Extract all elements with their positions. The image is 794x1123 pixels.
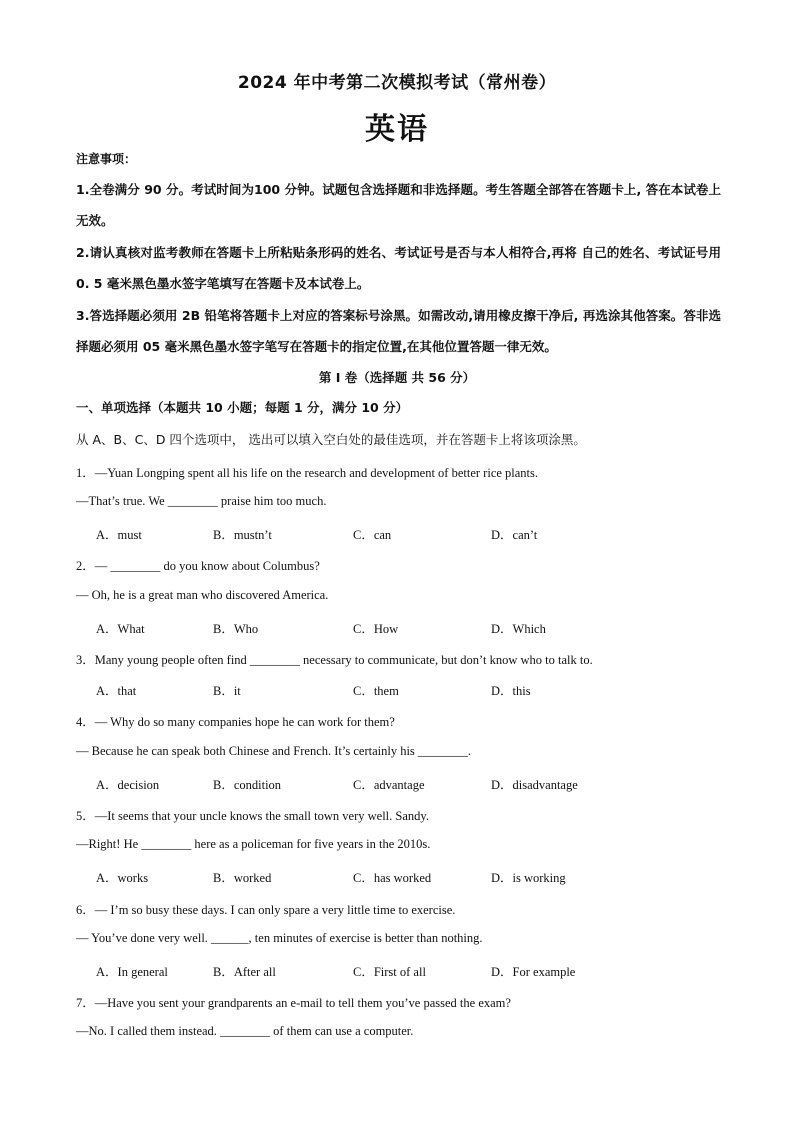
part-heading: 一、单项选择（本题共 10 小题；每题 1 分，满分 10 分） <box>76 400 409 415</box>
question-3-option-c[interactable]: C．them <box>353 684 399 698</box>
exam-title: 2024 年中考第二次模拟考试（常州卷） <box>237 73 557 93</box>
subject-title: 英语 <box>365 112 429 147</box>
question-5-option-b[interactable]: B．worked <box>213 871 272 885</box>
question-3-line-1: 3．Many young people often find ________ necessary to communicate, but don’t know who to talk to. <box>76 653 593 667</box>
question-4-line-2: — Because he can speak both Chinese and French. It’s certainly his ________. <box>76 744 472 758</box>
question-4-option-a[interactable]: A．decision <box>96 778 160 792</box>
question-4-option-c[interactable]: C．advantage <box>353 778 425 792</box>
question-3-option-b[interactable]: B．it <box>213 684 241 698</box>
notice-item-3: 3.答选择题必须用 2B 铅笔将答题卡上对应的答案标号涂黑。如需改动,请用橡皮擦干净后, 再选涂其他答案。答非选择题必须用 05 毫米黑色墨水签字笔写在答题卡的指定位置,在其他位置答题一律无效。 <box>76 308 721 354</box>
question-3-option-d[interactable]: D．this <box>491 684 531 698</box>
question-7-line-1: 7．—Have you sent your grandparents an e-mail to tell them you’ve passed the exam? <box>76 996 511 1010</box>
question-1-option-b[interactable]: B．mustn’t <box>213 528 272 542</box>
question-6-option-d[interactable]: D．For example <box>491 965 576 979</box>
instructions: 从 A、B、C、D 四个选项中， 选出可以填入空白处的最佳选项，并在答题卡上将该项涂黑。 <box>76 432 586 447</box>
question-2-option-d[interactable]: D．Which <box>491 622 546 636</box>
question-6-line-2: — You’ve done very well. ______, ten minutes of exercise is better than nothing. <box>76 931 483 945</box>
question-2-option-a[interactable]: A．What <box>96 622 145 636</box>
question-2-option-c[interactable]: C．How <box>353 622 399 636</box>
question-6-option-c[interactable]: C．First of all <box>353 965 426 979</box>
question-5-option-a[interactable]: A．works <box>96 871 149 885</box>
question-7-line-2: —No. I called them instead. ________ of them can use a computer. <box>76 1024 414 1038</box>
question-5-line-2: —Right! He ________ here as a policeman for five years in the 2010s. <box>76 837 431 851</box>
question-3-option-a[interactable]: A．that <box>96 684 137 698</box>
question-4-line-1: 4．— Why do so many companies hope he can work for them? <box>76 715 395 729</box>
question-2-line-1: 2．— ________ do you know about Columbus? <box>76 559 320 573</box>
question-1-option-c[interactable]: C．can <box>353 528 392 542</box>
question-5-option-c[interactable]: C．has worked <box>353 871 432 885</box>
question-5-line-1: 5．—It seems that your uncle knows the small town very well. Sandy. <box>76 809 429 823</box>
question-6-option-b[interactable]: B．After all <box>213 965 276 979</box>
notice-heading: 注意事项： <box>76 152 137 166</box>
question-1-option-d[interactable]: D．can’t <box>491 528 538 542</box>
question-1-line-2: —That’s true. We ________ praise him too much. <box>76 494 327 508</box>
question-1-option-a[interactable]: A．must <box>96 528 142 542</box>
question-6-line-1: 6．— I’m so busy these days. I can only spare a very little time to exercise. <box>76 903 456 917</box>
question-1-line-1: 1．—Yuan Longping spent all his life on the research and development of better rice plants. <box>76 466 539 480</box>
question-4-option-b[interactable]: B．condition <box>213 778 282 792</box>
question-2-option-b[interactable]: B．Who <box>213 622 259 636</box>
question-6-option-a[interactable]: A．In general <box>96 965 168 979</box>
notice-item-1: 1.全卷满分 90 分。考试时间为100 分钟。试题包含选择题和非选择题。考生答题全部答在答题卡上, 答在本试卷上无效。 <box>76 182 721 228</box>
notice-item-2: 2.请认真核对监考教师在答题卡上所粘贴条形码的姓名、考试证号是否与本人相符合,再将 自己的姓名、考试证号用 0. 5 毫米黑色墨水签字笔填写在答题卡及本试卷上。 <box>76 245 721 291</box>
question-2-line-2: — Oh, he is a great man who discovered America. <box>76 588 329 602</box>
question-5-option-d[interactable]: D．is working <box>491 871 566 885</box>
section-title: 第 I 卷（选择题 共 56 分） <box>318 370 476 385</box>
question-4-option-d[interactable]: D．disadvantage <box>491 778 578 792</box>
